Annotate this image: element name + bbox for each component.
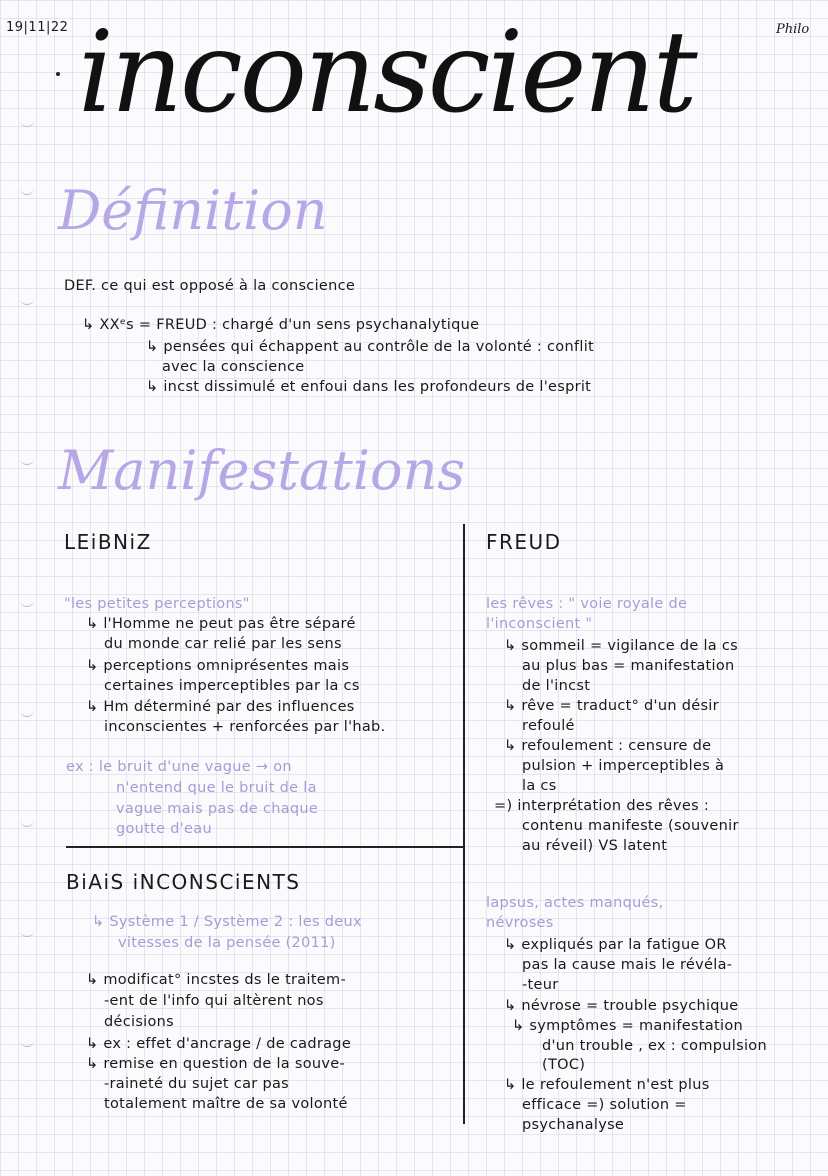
leibniz-line: ↳ Hm déterminé par des influences <box>86 699 355 715</box>
freud-subtitle: les rêves : " voie royale de <box>486 596 688 612</box>
freud-line-2: ↳ symptômes = manifestation <box>512 1018 744 1034</box>
binder-ring <box>20 818 34 827</box>
definition-line: avec la conscience <box>162 359 305 375</box>
freud-line: de l'incst <box>522 678 591 694</box>
binder-ring <box>20 708 34 717</box>
freud-line-2: ↳ névrose = trouble psychique <box>504 998 739 1014</box>
freud-line-2: ↳ le refoulement n'est plus <box>504 1077 710 1093</box>
page-title: inconscient <box>78 8 695 138</box>
freud-line: au réveil) VS latent <box>522 838 668 854</box>
biais-title: BiAiS iNCONSCiENTS <box>66 870 301 894</box>
leibniz-line: certaines imperceptibles par la cs <box>104 678 360 694</box>
manifestations-heading: Manifestations <box>58 439 466 502</box>
freud-line: pulsion + imperceptibles à <box>522 758 725 774</box>
freud-line: refoulé <box>522 718 575 734</box>
leibniz-example: goutte d'eau <box>116 821 212 837</box>
freud-subtitle-2: névroses <box>486 915 554 931</box>
freud-line-2: efficace =) solution = <box>522 1097 687 1113</box>
freud-line-2: psychanalyse <box>522 1117 625 1133</box>
leibniz-line: du monde car relié par les sens <box>104 636 342 652</box>
biais-line: décisions <box>104 1014 175 1030</box>
biais-line: -raineté du sujet car pas <box>104 1076 289 1092</box>
definition-line: DEF. ce qui est opposé à la conscience <box>64 278 356 294</box>
freud-line-2: ↳ expliqués par la fatigue OR <box>504 937 727 953</box>
freud-line: ↳ refoulement : censure de <box>504 738 712 754</box>
biais-line: -ent de l'info qui altèrent nos <box>104 993 324 1009</box>
title-dot <box>56 72 60 76</box>
column-divider <box>463 524 465 1124</box>
definition-heading: Définition <box>58 179 328 242</box>
leibniz-line: ↳ perceptions omniprésentes mais <box>86 658 350 674</box>
freud-line-2: pas la cause mais le révéla- <box>522 957 733 973</box>
freud-line: ↳ rêve = traduct° d'un désir <box>504 698 719 714</box>
biais-line: ↳ remise en question de la souve- <box>86 1056 346 1072</box>
binder-ring <box>20 118 34 127</box>
freud-line: =) interprétation des rêves : <box>494 798 710 814</box>
leibniz-title: LEiBNiZ <box>64 530 152 554</box>
freud-line: ↳ sommeil = vigilance de la cs <box>504 638 739 654</box>
biais-subtitle: ↳ Système 1 / Système 2 : les deux <box>92 914 362 930</box>
definition-line: ↳ pensées qui échappent au contrôle de la volonté : conflit <box>146 339 595 355</box>
freud-line: contenu manifeste (souvenir <box>522 818 739 834</box>
freud-subtitle: l'inconscient " <box>486 616 593 632</box>
biais-subtitle: vitesses de la pensée (2011) <box>118 935 336 951</box>
binder-ring <box>20 186 34 195</box>
freud-line-2: d'un trouble , ex : compulsion <box>542 1038 767 1054</box>
leibniz-example: n'entend que le bruit de la <box>116 780 317 796</box>
leibniz-example: ex : le bruit d'une vague → on <box>66 759 292 775</box>
freud-line-2: -teur <box>522 977 559 993</box>
biais-line: totalement maître de sa volonté <box>104 1096 348 1112</box>
leibniz-line: inconscientes + renforcées par l'hab. <box>104 719 386 735</box>
binder-ring <box>20 1038 34 1047</box>
section-divider <box>66 846 463 848</box>
definition-line: ↳ XXᵉs = FREUD : chargé d'un sens psychanalytique <box>82 317 480 333</box>
freud-title: FREUD <box>486 530 562 554</box>
note-date: 19|11|22 <box>6 20 69 35</box>
binder-ring <box>20 598 34 607</box>
leibniz-subtitle: "les petites perceptions" <box>64 596 250 612</box>
leibniz-example: vague mais pas de chaque <box>116 801 319 817</box>
freud-line: au plus bas = manifestation <box>522 658 735 674</box>
freud-line-2: (TOC) <box>542 1057 586 1073</box>
freud-line: la cs <box>522 778 557 794</box>
freud-subtitle-2: lapsus, actes manqués, <box>486 895 664 911</box>
biais-line: ↳ ex : effet d'ancrage / de cadrage <box>86 1036 352 1052</box>
binder-ring <box>20 456 34 465</box>
biais-line: ↳ modificat° incstes ds le traitem- <box>86 972 346 988</box>
binder-ring <box>20 928 34 937</box>
definition-line: ↳ incst dissimulé et enfoui dans les profondeurs de l'esprit <box>146 379 592 395</box>
leibniz-line: ↳ l'Homme ne peut pas être séparé <box>86 616 356 632</box>
subject-label: Philo <box>776 22 810 37</box>
binder-ring <box>20 296 34 305</box>
